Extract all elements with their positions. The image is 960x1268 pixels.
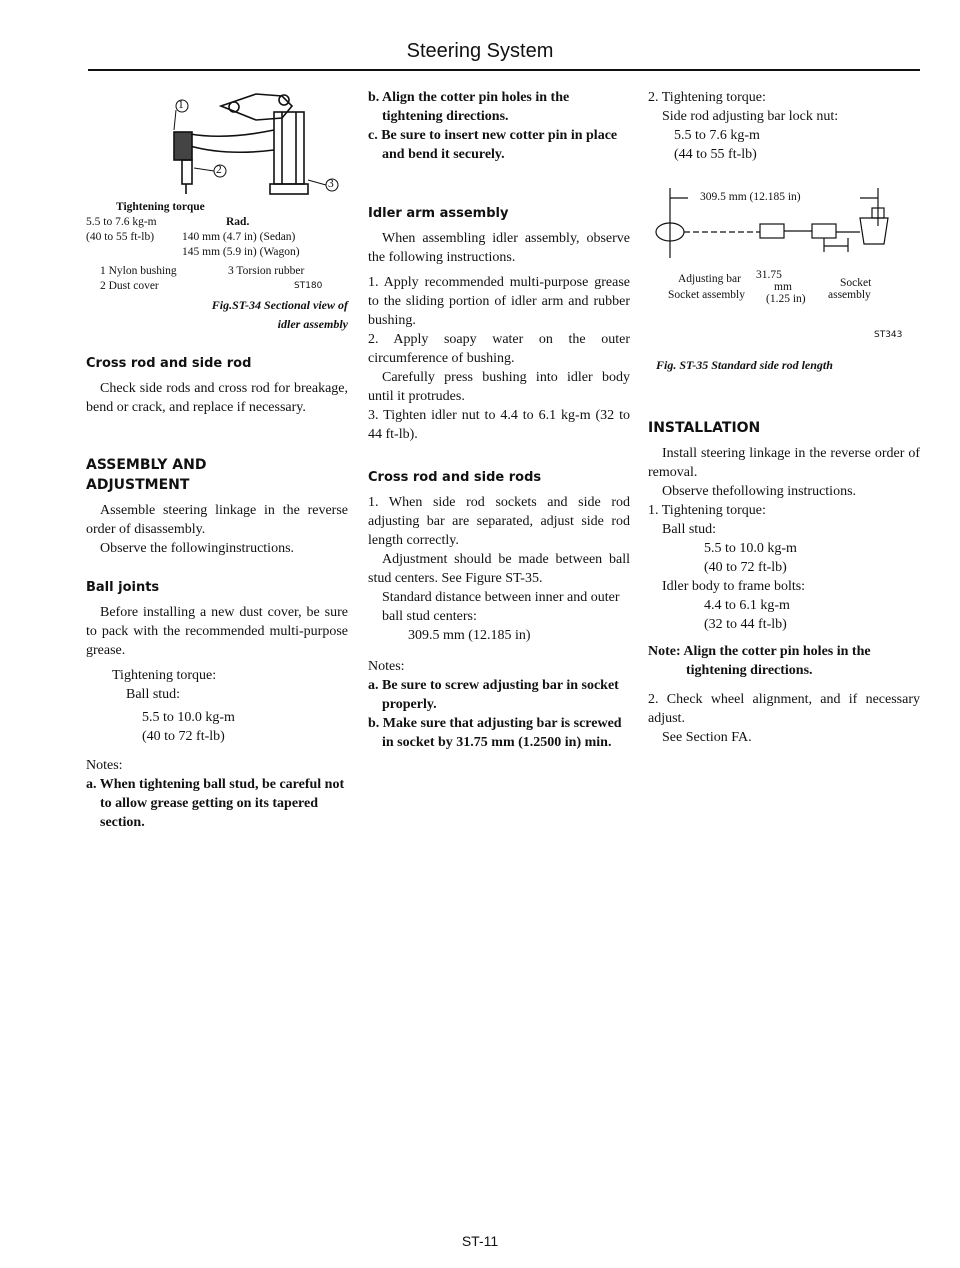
torque-item2-label: 2. Tightening torque: — [648, 90, 766, 105]
fig34-legend-row1 — [86, 264, 348, 279]
ball-joints-notes: Notes: — [86, 758, 123, 773]
callout-2: 2 — [216, 164, 222, 176]
idler-item2: 2. Apply soapy water on the outer circumference of bushing. — [368, 332, 630, 366]
callout-1: 1 — [178, 99, 184, 111]
note-b-cotter: b. Align the cotter pin holes in the tightening directions. — [368, 90, 570, 124]
cross-rods-note-a: a. Be sure to screw adjusting bar in socket properly. — [368, 678, 619, 712]
ball-joints-torque-label: Tightening torque: — [112, 668, 217, 683]
heading-cross-rod-side-rod: Cross rod and side rod — [86, 356, 252, 371]
fig35-adj-mm: 31.75 — [756, 269, 782, 281]
install-idler: Idler body to frame bolts: — [662, 579, 806, 594]
page-number: ST-11 — [461, 1233, 499, 1249]
fig35-socket-right-2: assembly — [828, 289, 871, 301]
fig-st35 — [648, 178, 920, 348]
fig34-torque-value-ft: (40 to 55 ft-lb) — [86, 231, 155, 243]
torque-item2-val1: 5.5 to 7.6 kg-m — [674, 128, 760, 143]
fig34-code: ST180 — [294, 281, 323, 291]
ball-joints-p1: Before installing a new dust cover, be sure to pack with the recommended multi-purpose grease. — [86, 605, 348, 658]
fig34-rad-sedan: 140 mm (4.7 in) (Sedan) — [182, 231, 296, 243]
install-id-val1: 4.4 to 6.1 kg-m — [704, 598, 790, 613]
fig34-legend-2: 2 Dust cover — [100, 280, 159, 292]
note-c-cotter: c. Be sure to insert new cotter pin in place and bend it securely. — [368, 128, 618, 162]
header-rule — [88, 69, 920, 71]
fig35-socket-right-1: Socket — [840, 277, 872, 289]
heading-cross-rods: Cross rod and side rods — [368, 470, 542, 485]
column-left — [86, 88, 348, 832]
fig35-adj-mm-unit: mm — [774, 281, 792, 293]
idler-p1: When assembling idler assembly, observe the following instructions. — [368, 231, 630, 265]
cross-rods-item1b: Adjustment should be made between ball stud centers. See Figure ST-35. — [368, 552, 630, 586]
fig35-code: ST343 — [874, 330, 903, 340]
heading-ball-joints: Ball joints — [86, 580, 160, 595]
install-bs-val1: 5.5 to 10.0 kg-m — [704, 541, 797, 556]
fig34-rad-label: Rad. — [226, 216, 250, 228]
install-note: Note: Align the cotter pin holes in the tightening directions. — [648, 644, 871, 678]
install-bs-val2: (40 to 72 ft-lb) — [704, 560, 787, 575]
fig35-length: 309.5 mm (12.185 in) — [700, 191, 801, 203]
column-right — [648, 88, 920, 747]
install-p1: Install steering linkage in the reverse order of removal. — [648, 446, 920, 480]
fig34-torque-value: 5.5 to 7.6 kg-m — [86, 216, 157, 228]
fig34-torque-row — [86, 215, 348, 230]
fig34-caption-2: idler assembly — [277, 317, 348, 331]
fig34-rad-wagon: 145 mm (5.9 in) (Wagon) — [182, 246, 300, 258]
fig35-adj-in: (1.25 in) — [766, 293, 806, 305]
cross-rods-item1d: 309.5 mm (12.185 in) — [408, 628, 531, 643]
cross-side-body: Check side rods and cross rod for breakage, bend or crack, and replace if necessary. — [86, 381, 348, 415]
ball-joints-val1: 5.5 to 10.0 kg-m — [142, 710, 235, 725]
callout-3: 3 — [328, 178, 334, 190]
install-item2: 2. Check wheel alignment, and if necessary adjust. — [648, 692, 920, 726]
install-id-val2: (32 to 44 ft-lb) — [704, 617, 787, 632]
cross-rods-note-b: b. Make sure that adjusting bar is screwed in socket by 31.75 mm (1.2500 in) min. — [368, 716, 622, 750]
fig34-legend-3: 3 Torsion rubber — [228, 265, 305, 277]
install-p2: Observe thefollowing instructions. — [662, 484, 857, 499]
cross-rods-notes: Notes: — [368, 659, 405, 674]
assembly-p2: Observe the followinginstructions. — [100, 541, 295, 556]
heading-idler-arm: Idler arm assembly — [368, 206, 509, 221]
cross-rods-item1c: Standard distance between inner and outer ball stud centers: — [382, 590, 620, 624]
install-item1: 1. Tightening torque: — [648, 503, 766, 518]
fig34-rad-row — [86, 230, 348, 245]
heading-installation: INSTALLATION — [648, 420, 761, 436]
idler-assembly-drawing — [86, 88, 348, 200]
fig34-legend-row2 — [86, 279, 348, 294]
ball-joints-ball-stud: Ball stud: — [126, 687, 181, 702]
idler-item3: 3. Tighten idler nut to 4.4 to 6.1 kg-m (32 to 44 ft-lb). — [368, 408, 630, 442]
heading-assembly-1: ASSEMBLY AND — [86, 457, 207, 473]
fig34-caption-1: Fig.ST-34 Sectional view of — [211, 298, 348, 312]
torque-item2-val2: (44 to 55 ft-lb) — [674, 147, 757, 162]
torque-item2-sub: Side rod adjusting bar lock nut: — [662, 109, 839, 124]
fig34-torque-label: Tightening torque — [116, 201, 205, 213]
fig35-socket-left: Socket assembly — [668, 289, 745, 301]
ball-joints-val2: (40 to 72 ft-lb) — [142, 729, 225, 744]
page-header: Steering System — [406, 40, 554, 62]
assembly-p1: Assemble steering linkage in the reverse order of disassembly. — [86, 503, 348, 537]
install-item2b: See Section FA. — [662, 730, 752, 745]
fig34-legend-1: 1 Nylon bushing — [100, 265, 177, 277]
install-ball-stud: Ball stud: — [662, 522, 717, 537]
idler-item2b: Carefully press bushing into idler body until it protrudes. — [368, 370, 630, 404]
heading-assembly-2: ADJUSTMENT — [86, 477, 190, 493]
idler-item1: 1. Apply recommended multi-purpose grease to the sliding portion of idler arm and rubber bushing. — [368, 275, 630, 328]
fig-st34 — [86, 88, 348, 200]
column-middle — [368, 88, 630, 752]
cross-rods-item1: 1. When side rod sockets and side rod adjusting bar are separated, adjust side rod length correctly. — [368, 495, 630, 548]
fig35-caption: Fig. ST-35 Standard side rod length — [656, 358, 833, 372]
fig35-adj-bar: Adjusting bar — [678, 273, 741, 285]
ball-joints-note-a: a. When tightening ball stud, be careful not to allow grease getting on its tapered section. — [86, 777, 345, 830]
